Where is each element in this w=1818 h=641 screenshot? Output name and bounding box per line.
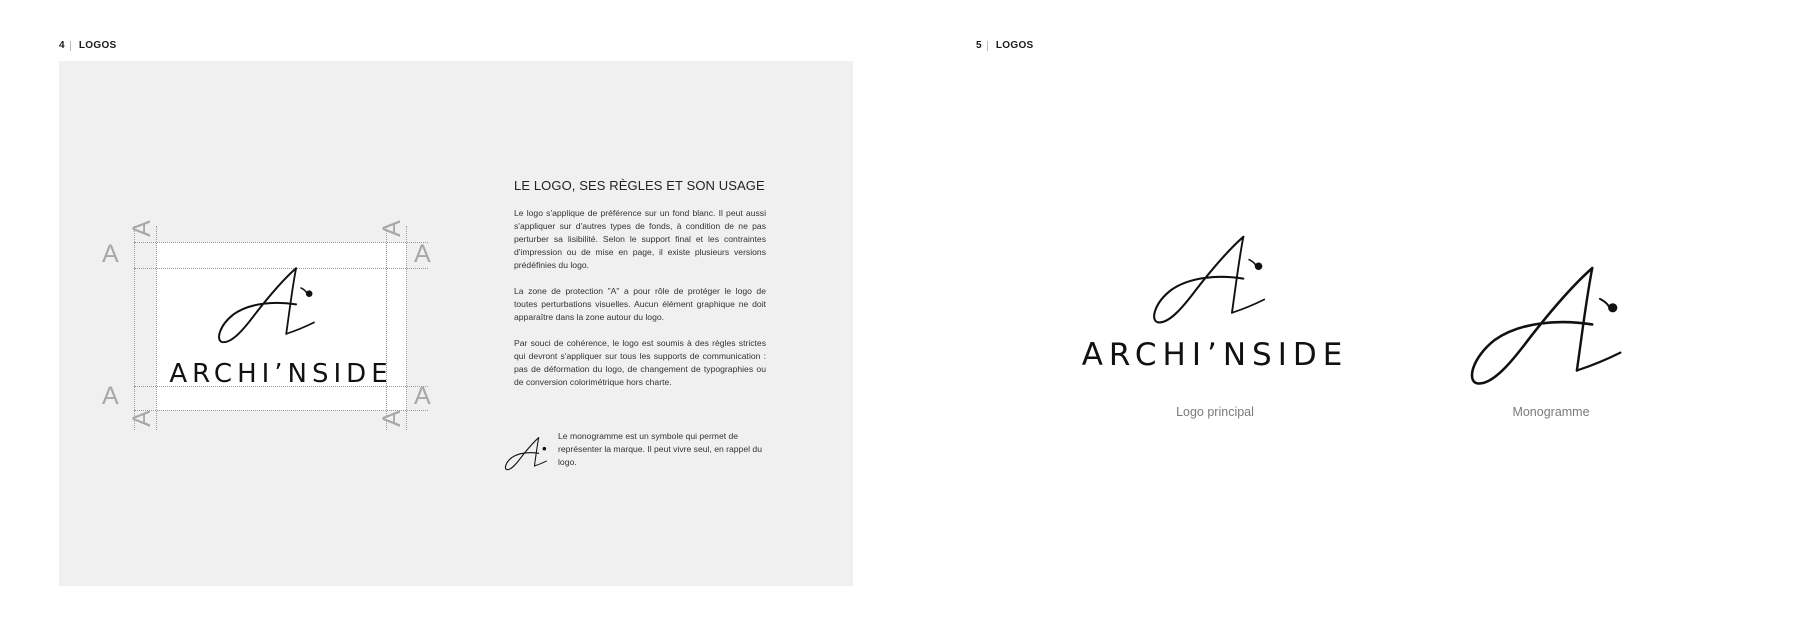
wordmark-logo: ARCHI’NSIDE [169, 359, 393, 389]
monogram-note [504, 430, 774, 480]
paragraph: La zone de protection "A" a pour rôle de protéger le logo de toutes perturbations visuelles. Aucun élément graphique ne doit apparaître dans la zone autour du logo. [514, 286, 766, 322]
section-label: LOGOS [995, 40, 1034, 51]
rules-text [514, 178, 766, 402]
protection-letter: A [127, 410, 156, 427]
protection-letter: A [102, 240, 119, 268]
protection-letter: A [414, 240, 431, 268]
protection-zone-diagram [96, 220, 442, 440]
monogram-logo [214, 265, 324, 347]
guide-line [386, 226, 387, 430]
protection-letter: A [102, 382, 119, 410]
main-logo [1080, 225, 1350, 405]
wordmark-logo: ARCHI’NSIDE [1081, 337, 1349, 373]
section-label: LOGOS [78, 40, 117, 51]
guide-line [406, 226, 407, 430]
protection-letter: A [414, 382, 431, 410]
guide-line [134, 226, 135, 430]
paragraph: Par souci de cohérence, le logo est soumis à des règles strictes qui devront s'appliquer sur tous les supports de communication : pas de déformation du logo, de changement de typographies ou de conversion colorimétrique hors charte. [514, 338, 766, 387]
page-header-right [976, 40, 1034, 51]
paragraph: Le logo s'applique de préférence sur un fond blanc. Il peut aussi s'appliquer sur d'autres types de fonds, à condition de ne pas perturber sa lisibilité. Selon le support final et les contraintes d'impression ou de mise en page, il existe plusieurs versions prédéfinies du logo. [514, 208, 766, 270]
page-number: 5 [976, 40, 982, 51]
caption-main-logo: Logo principal [1176, 405, 1254, 419]
page-number: 4 [59, 40, 65, 51]
caption-monogram: Monogramme [1512, 405, 1590, 419]
protection-letter: A [377, 220, 406, 237]
page-header-left [59, 40, 117, 51]
guide-line [156, 226, 157, 430]
guide-line [134, 242, 428, 243]
protection-letter: A [127, 220, 156, 237]
header-divider [987, 41, 988, 51]
monogram-small [504, 436, 550, 472]
protection-letter: A [377, 410, 406, 427]
header-divider [70, 41, 71, 51]
monogram-logo [1148, 233, 1276, 328]
section-title: LE LOGO, SES RÈGLES ET SON USAGE [514, 178, 765, 193]
monogram-logo-large [1466, 263, 1634, 391]
monogram-description: Le monogramme est un symbole qui permet de représenter la marque. Il peut vivre seul, en rappel du logo. [558, 431, 762, 467]
